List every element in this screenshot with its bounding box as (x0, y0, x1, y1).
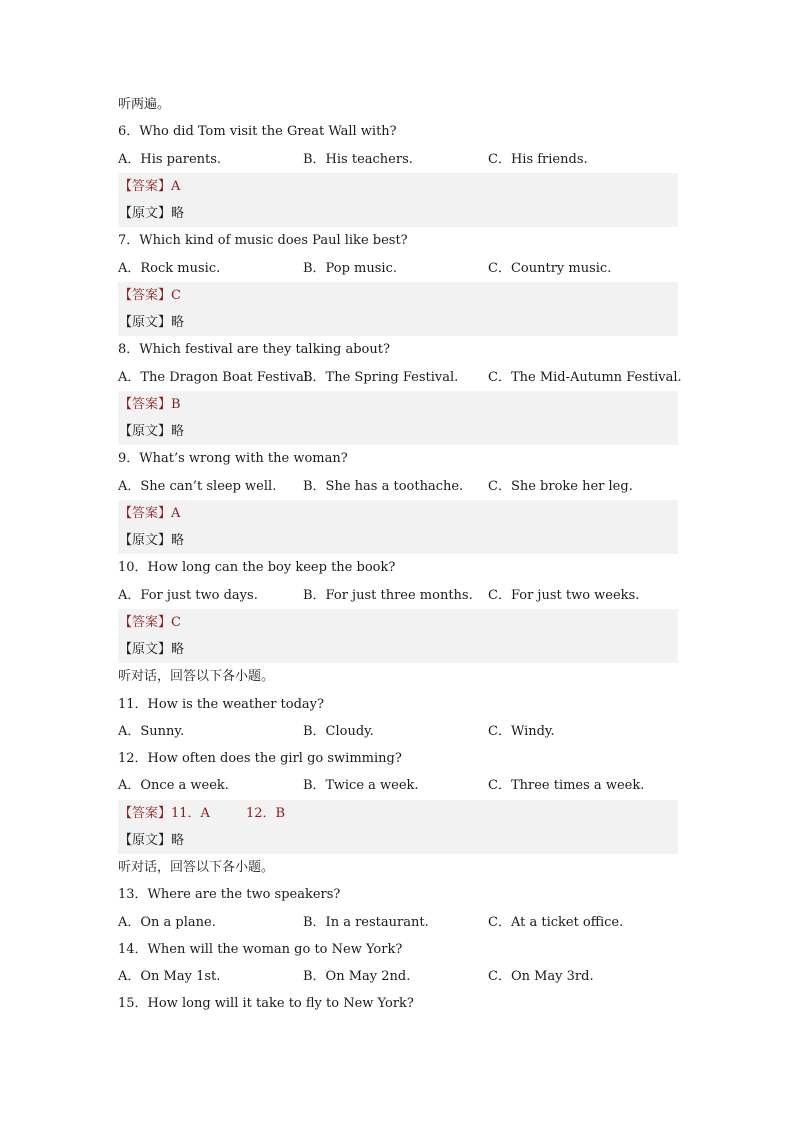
option-row (118, 909, 678, 936)
section-instruction: 听对话，回答以下各小题。 (118, 669, 275, 685)
transcript-line: 【原文】略 (119, 424, 185, 439)
option-a: A．Once a week. (118, 778, 229, 794)
option-c: C．She broke her leg. (488, 478, 633, 494)
option-b: B．Pop music. (303, 260, 397, 276)
answer-line (118, 609, 678, 636)
exam-content (118, 91, 682, 1018)
option-row (118, 255, 678, 282)
answer-text-2: 12．B (245, 805, 286, 821)
answer-text: 【答案】A (119, 178, 181, 194)
answer-line (118, 391, 678, 418)
transcript-line: 【原文】略 (119, 642, 185, 657)
answer-block (118, 609, 678, 664)
option-row (118, 718, 678, 745)
option-a: A．On a plane. (118, 914, 216, 930)
option-c: C．For just two weeks. (488, 587, 640, 603)
option-row (118, 473, 678, 500)
option-row (118, 582, 678, 609)
option-a: A．On May 1st. (118, 969, 221, 984)
question-text: 6．Who did Tom visit the Great Wall with? (118, 124, 397, 140)
option-c: C．At a ticket office. (488, 914, 624, 930)
option-b: B．On May 2nd. (303, 969, 411, 984)
question-text: 13．Where are the two speakers? (118, 887, 341, 903)
option-b: B．The Spring Festival. (303, 369, 459, 385)
option-a: A．Rock music. (118, 260, 221, 276)
question-text: 15．How long will it take to fly to New York? (118, 996, 414, 1012)
transcript-line: 【原文】略 (119, 832, 185, 848)
answer-block (118, 800, 678, 855)
option-c: C．On May 3rd. (488, 969, 594, 984)
answer-line (118, 800, 678, 827)
option-b: B．In a restaurant. (303, 914, 429, 930)
option-a: A．The Dragon Boat Festival. (118, 369, 313, 385)
option-row (118, 364, 682, 391)
question-text: 7．Which kind of music does Paul like best? (118, 233, 408, 249)
option-c: C．Windy. (488, 723, 555, 739)
section-instruction: 听对话，回答以下各小题。 (118, 860, 275, 875)
transcript-line: 【原文】略 (119, 206, 185, 221)
question-text: 8．Which festival are they talking about? (118, 342, 390, 358)
question-text: 12．How often does the girl go swimming? (118, 751, 402, 766)
answer-text: 【答案】C (119, 614, 181, 630)
option-row (118, 146, 678, 173)
question-text: 10．How long can the boy keep the book? (118, 560, 396, 576)
answer-line (118, 173, 678, 200)
question-text: 9．What’s wrong with the woman? (118, 451, 348, 467)
option-b: B．Twice a week. (303, 778, 419, 794)
answer-text: 【答案】A (119, 505, 181, 521)
answer-line (118, 500, 678, 527)
transcript-line: 【原文】略 (119, 315, 185, 330)
option-b: B．For just three months. (303, 587, 473, 603)
answer-text: 【答案】B (119, 396, 181, 412)
answer-block (118, 282, 678, 337)
option-row (118, 772, 678, 799)
answer-block (118, 391, 678, 446)
answer-block (118, 173, 678, 228)
question-text: 14．When will the woman go to New York? (118, 941, 403, 957)
option-c: C．His friends. (488, 151, 588, 167)
answer-text: 【答案】C (119, 287, 181, 303)
option-c: C．The Mid-Autumn Festival. (488, 369, 682, 385)
option-b: B．Cloudy. (303, 723, 374, 739)
option-a: A．Sunny. (118, 723, 185, 739)
option-row (118, 963, 678, 990)
option-a: A．She can’t sleep well. (118, 478, 277, 494)
transcript-line: 【原文】略 (119, 533, 185, 548)
option-b: B．His teachers. (303, 151, 413, 167)
answer-line (118, 282, 678, 309)
section-instruction: 听两遍。 (118, 97, 171, 112)
question-text: 11．How is the weather today? (118, 696, 324, 712)
option-a: A．For just two days. (118, 587, 258, 603)
option-c: C．Three times a week. (488, 778, 645, 794)
answer-text: 【答案】11．A (119, 805, 210, 821)
answer-block (118, 500, 678, 555)
option-c: C．Country music. (488, 260, 612, 276)
option-b: B．She has a toothache. (303, 478, 464, 494)
option-a: A．His parents. (118, 151, 222, 167)
